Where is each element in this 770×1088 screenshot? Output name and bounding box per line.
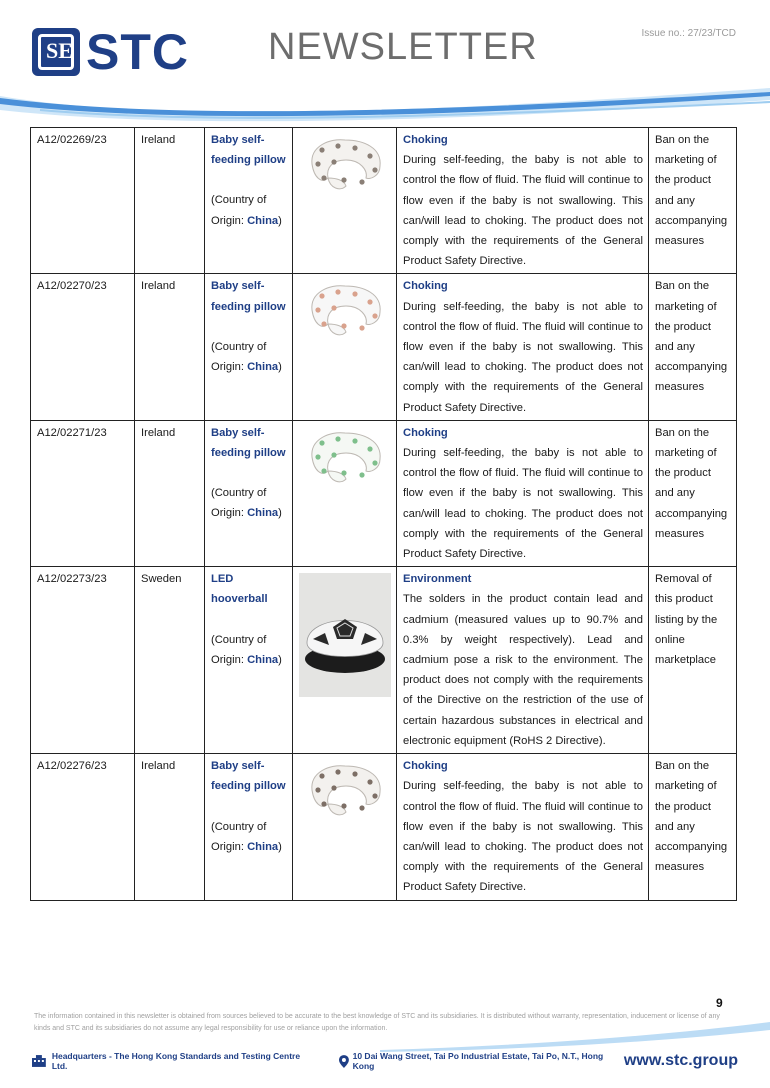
product-image [293, 754, 397, 900]
building-icon [32, 1055, 46, 1067]
origin-block [211, 337, 287, 377]
product-image [293, 420, 397, 566]
origin-country: China [247, 507, 279, 520]
risk-description: The solders in the product contain lead and cadmium (measured values up to 90.7% and 0.3% by weight respectively). Lead and cadmium pose a risk to the environment. The product does not comply with the requirements of the Directive on the restriction of the use of certain hazardous substances in electrical and electronic equipment (RoHS 2 Directive). [403, 593, 643, 747]
risk-description: During self-feeding, the baby is not able to control the flow of fluid. The fluid will continue to flow even if the baby is not swallowing. This can/will lead to choking. The product does not comply with the requirements of the General Product Safety Directive. [403, 447, 643, 561]
stc-logo-badge [32, 28, 80, 76]
country-text: Ireland [141, 426, 176, 439]
reference-number [31, 274, 135, 420]
pillow-green-print-image [299, 427, 391, 491]
product-image [293, 274, 397, 420]
origin-block [211, 483, 287, 523]
measure-text: Ban on the marketing of the product and any accompanying measures [655, 760, 728, 874]
reference-text: A12/02276/23 [37, 760, 107, 773]
product-name: Baby self-feeding pillow [211, 280, 286, 313]
address-text: 10 Dai Wang Street, Tai Po Industrial Estate, Tai Po, N.T., Hong Kong [352, 1051, 604, 1071]
table-row [31, 274, 737, 420]
origin-close: ) [278, 840, 282, 853]
origin-block [211, 817, 287, 857]
notifying-country [135, 420, 205, 566]
reference-number [31, 754, 135, 900]
product-name: Baby self-feeding pillow [211, 134, 286, 167]
country-text: Ireland [141, 760, 176, 773]
reference-text: A12/02270/23 [37, 280, 107, 293]
product-cell [205, 754, 293, 900]
origin-country: China [247, 361, 279, 374]
country-text: Ireland [141, 280, 176, 293]
header-swoosh [0, 80, 770, 125]
risk-description: During self-feeding, the baby is not able to control the flow of fluid. The fluid will continue to flow even if the baby is not swallowing. This can/will lead to choking. The product does not comply with the requirements of the General Product Safety Directive. [403, 780, 643, 894]
pillow-white-print-image [299, 280, 391, 344]
table-row [31, 128, 737, 274]
origin-close: ) [278, 361, 282, 374]
country-text: Sweden [141, 573, 182, 586]
product-name: Baby self-feeding pillow [211, 760, 286, 793]
product-cell [205, 420, 293, 566]
origin-close: ) [278, 653, 282, 666]
product-image [293, 128, 397, 274]
risk-cell [397, 274, 649, 420]
reference-text: A12/02273/23 [37, 573, 107, 586]
headquarters-text: Headquarters - The Hong Kong Standards and Testing Centre Ltd. [51, 1051, 301, 1071]
origin-close: ) [278, 507, 282, 520]
measure-text: Removal of this product listing by the online marketplace [655, 573, 718, 667]
product-cell [205, 567, 293, 754]
pillow-bear-print-image [299, 760, 391, 824]
origin-block [211, 630, 287, 670]
origin-country: China [247, 840, 279, 853]
country-text: Ireland [141, 134, 176, 146]
risk-cell [397, 754, 649, 900]
origin-country: China [247, 653, 279, 666]
measures-cell [649, 567, 737, 754]
risk-cell [397, 567, 649, 754]
reference-text: A12/02271/23 [37, 426, 107, 439]
product-cell [205, 274, 293, 420]
newsletter-title: NEWSLETTER [268, 26, 538, 68]
notifying-country [135, 274, 205, 420]
product-cell [205, 128, 293, 274]
risk-description: During self-feeding, the baby is not able to control the flow of fluid. The fluid will continue to flow even if the baby is not swallowing. This can/will lead to choking. The product does not comply with the requirements of the General Product Safety Directive. [403, 300, 643, 414]
table-row [31, 567, 737, 754]
hoverball-image [299, 573, 391, 697]
page-header [0, 0, 770, 125]
origin-country: China [247, 214, 279, 227]
logo-badge-letters: SE [46, 38, 73, 63]
measures-cell [649, 128, 737, 274]
recall-table [30, 127, 737, 901]
risk-type: Environment [403, 573, 472, 586]
product-name: Baby self-feeding pillow [211, 426, 286, 460]
logo-text: STC [86, 24, 189, 80]
disclaimer: The information contained in this newsletter is obtained from sources believed to be accurate to the best knowledge of STC and its subsidiaries. It is distributed without warranty, representation, inducement or license of any kinds and STC and its subsidiaries do not assume any legal responsibility for use or reliance upon the information. [34, 1013, 720, 1032]
origin-label: (Country of Origin: [211, 487, 267, 520]
reference-number [31, 567, 135, 754]
risk-type: Choking [403, 134, 448, 146]
risk-type: Choking [403, 760, 448, 773]
table-row [31, 420, 737, 566]
origin-block [211, 190, 287, 230]
origin-label: (Country of Origin: [211, 820, 267, 853]
notifying-country [135, 754, 205, 900]
product-name: LED hooverball [211, 573, 268, 606]
reference-number [31, 420, 135, 566]
risk-type: Choking [403, 426, 448, 439]
issue-number: Issue no.: 27/23/TCD [641, 28, 736, 39]
measure-text: Ban on the marketing of the product and any accompanying measures [655, 280, 728, 394]
risk-cell [397, 420, 649, 566]
location-pin-icon [339, 1055, 349, 1068]
origin-label: (Country of Origin: [211, 340, 267, 374]
measures-cell [649, 754, 737, 900]
origin-label: (Country of Origin: [211, 194, 267, 227]
risk-cell [397, 128, 649, 274]
measures-cell [649, 420, 737, 566]
website-link[interactable]: www.stc.group [623, 1052, 738, 1069]
measure-text: Ban on the marketing of the product and any accompanying measures [655, 134, 728, 248]
notifying-country [135, 567, 205, 754]
origin-close: ) [278, 214, 282, 227]
stc-logo [32, 24, 189, 80]
table-row [31, 754, 737, 900]
risk-type: Choking [403, 280, 448, 293]
risk-description: During self-feeding, the baby is not able to control the flow of fluid. The fluid will continue to flow even if the baby is not swallowing. This can/will lead to choking. The product does not comply with the requirements of the General Product Safety Directive. [403, 154, 643, 268]
measure-text: Ban on the marketing of the product and any accompanying measures [655, 426, 728, 540]
origin-label: (Country of Origin: [211, 633, 267, 666]
footer-bar [32, 1052, 738, 1070]
pillow-grey-print-image [299, 134, 391, 198]
reference-number [31, 128, 135, 274]
notifying-country [135, 128, 205, 274]
product-image [293, 567, 397, 754]
reference-text: A12/02269/23 [37, 134, 107, 146]
page-number: 9 [716, 996, 723, 1010]
measures-cell [649, 274, 737, 420]
